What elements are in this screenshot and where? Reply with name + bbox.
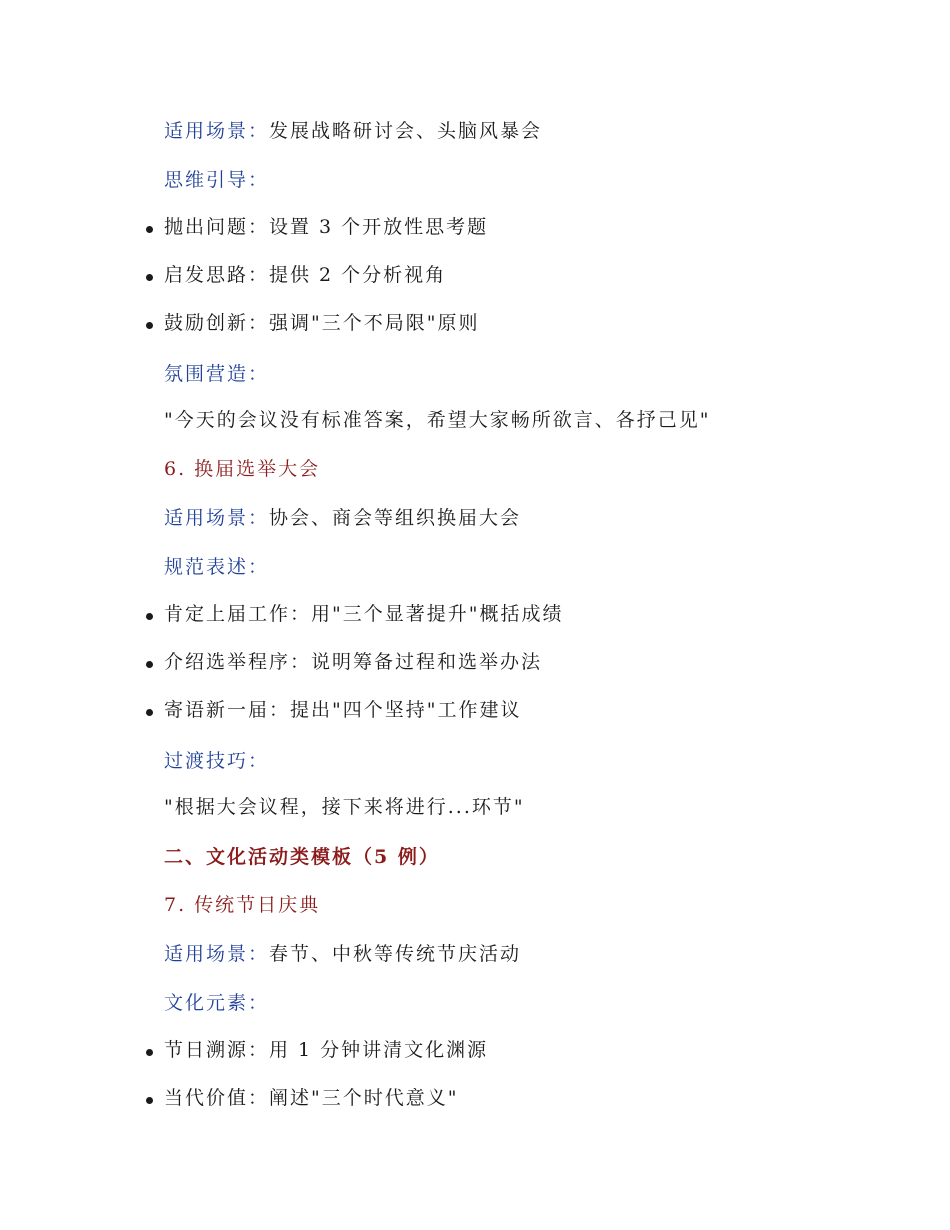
atmosphere-text: "今天的会议没有标准答案，希望大家畅所欲言、各抒己见" xyxy=(164,409,711,431)
bullet-dot xyxy=(146,274,153,281)
bullet-dot xyxy=(146,322,153,329)
scene-label: 适用场景： xyxy=(164,120,270,142)
list-item: 抛出问题：设置 3 个开放性思考题 xyxy=(164,216,489,238)
list-item: 寄语新一届：提出"四个坚持"工作建议 xyxy=(164,699,522,721)
norm-label: 规范表述： xyxy=(164,556,270,578)
bullet-dot xyxy=(146,613,153,620)
bullet-dot xyxy=(146,709,153,716)
list-item: 肯定上届工作：用"三个显著提升"概括成绩 xyxy=(164,603,564,625)
list-item: 当代价值：阐述"三个时代意义" xyxy=(164,1087,459,1109)
bullet-dot xyxy=(146,1049,153,1056)
scene-value: 春节、中秋等传统节庆活动 xyxy=(269,943,522,965)
scene-line-7 xyxy=(164,942,521,966)
scene-value: 发展战略研讨会、头脑风暴会 xyxy=(269,120,543,142)
list-item: 介绍选举程序：说明筹备过程和选举办法 xyxy=(164,651,543,673)
list-item: 启发思路：提供 2 个分析视角 xyxy=(164,264,447,286)
section-title-6: 6. 换届选举大会 xyxy=(164,458,321,480)
scene-label: 适用场景： xyxy=(164,943,270,965)
bullet-dot xyxy=(146,226,153,233)
scene-line-5 xyxy=(164,119,542,143)
scene-label: 适用场景： xyxy=(164,507,270,529)
bullet-dot xyxy=(146,1097,153,1104)
list-item: 鼓励创新：强调"三个不局限"原则 xyxy=(164,312,480,334)
culture-label: 文化元素： xyxy=(164,992,270,1014)
transition-label: 过渡技巧： xyxy=(164,750,270,772)
scene-value: 协会、商会等组织换届大会 xyxy=(269,507,522,529)
list-item: 节日溯源：用 1 分钟讲清文化渊源 xyxy=(164,1039,489,1061)
bullet-dot xyxy=(146,661,153,668)
atmosphere-label: 氛围营造： xyxy=(164,363,270,385)
guide-label: 思维引导： xyxy=(164,169,270,191)
transition-text: "根据大会议程，接下来将进行...环节" xyxy=(164,796,525,818)
section-title-7: 7. 传统节日庆典 xyxy=(164,894,321,916)
scene-line-6 xyxy=(164,506,521,530)
part-heading: 二、文化活动类模板（5 例） xyxy=(164,846,440,868)
